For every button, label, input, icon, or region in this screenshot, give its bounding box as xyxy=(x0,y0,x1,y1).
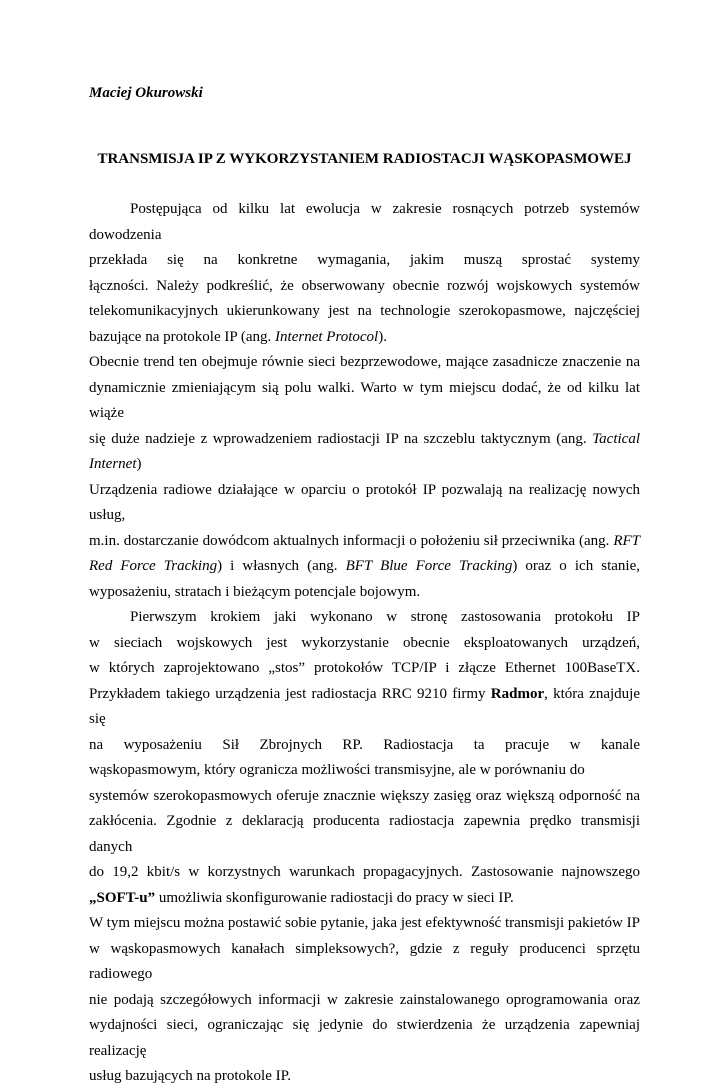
italic-run: Red Force Tracking xyxy=(89,558,218,574)
text-line xyxy=(89,299,640,325)
text-line xyxy=(89,376,640,427)
text-line xyxy=(89,605,640,631)
text-run: umożliwia skonfigurowanie radiostacji do pracy w sieci IP. xyxy=(155,889,514,906)
text-run: m.in. dostarczanie dowódcom aktualnych informacji o położeniu sił przeciwnika (ang. xyxy=(89,532,614,549)
text-run: do 19,2 kbit/s w korzystnych warunkach propagacyjnych. Zastosowanie najnowszego xyxy=(89,864,640,880)
text-run: ). xyxy=(378,328,387,345)
text-line xyxy=(89,197,640,248)
italic-run: RFT xyxy=(613,532,640,549)
text-line xyxy=(89,631,640,657)
text-run: ) oraz o ich stanie, xyxy=(512,558,641,574)
text-line xyxy=(89,1064,640,1090)
paragraph xyxy=(89,911,640,1090)
text-line xyxy=(89,554,640,580)
bold-run: Radmor xyxy=(490,685,545,702)
text-run: w wąskopasmowych kanałach simpleksowych?, gdzie z reguły producenci sprzętu radiowego xyxy=(89,940,640,982)
text-line xyxy=(89,656,640,682)
text-run: telekomunikacyjnych ukierunkowany jest na technologie szerokopasmowe, najczęściej xyxy=(89,303,640,319)
text-line xyxy=(89,478,640,529)
text-run: ) xyxy=(136,456,142,472)
text-run: W tym miejscu można postawić sobie pytanie, jaka jest efektywność transmisji pakietów IP xyxy=(89,915,640,931)
text-run: ) i własnych (ang. xyxy=(217,558,346,574)
text-line xyxy=(89,911,640,937)
text-run: w których zaprojektowano „stos” protokołów TCP/IP i złącze Ethernet 100BaseTX. xyxy=(89,660,640,676)
text-line xyxy=(89,937,640,988)
text-line xyxy=(89,350,640,376)
text-run: Przykładem takiego urządzenia jest radiostacja RRC 9210 firmy xyxy=(89,685,491,702)
text-line xyxy=(89,860,640,886)
paragraph xyxy=(89,605,640,911)
document-body xyxy=(89,197,640,1090)
bold-run: „SOFT-u” xyxy=(89,889,156,906)
text-run: przekłada się na konkretne wymagania, jakim muszą sprostać systemy xyxy=(89,252,640,268)
text-line xyxy=(89,427,640,453)
text-line xyxy=(89,325,640,351)
text-line xyxy=(89,248,640,274)
text-run: wyposażeniu, stratach i bieżącym potencjale bojowym. xyxy=(89,583,421,600)
text-run: łączności. Należy podkreślić, że obserwowany obecnie rozwój wojskowych systemów xyxy=(89,277,640,294)
text-run: systemów szerokopasmowych oferuje znacznie większy zasięg oraz większą odporność na xyxy=(89,787,640,804)
text-line xyxy=(89,452,640,478)
text-run: Pierwszym krokiem jaki wykonano w stronę zastosowania protokołu IP xyxy=(130,609,640,625)
paragraph xyxy=(89,478,640,606)
italic-run: Internet Protocol xyxy=(275,328,379,345)
paragraph xyxy=(89,350,640,478)
author-name: Maciej Okurowski xyxy=(89,85,203,101)
text-line xyxy=(89,809,640,860)
text-run: wydajności sieci, ograniczając się jedynie do stwierdzenia że urządzenia zapewniaj realizację xyxy=(89,1017,640,1059)
italic-run: Tactical xyxy=(592,430,640,447)
text-run: usług bazujących na protokole IP. xyxy=(89,1068,292,1084)
text-line xyxy=(89,733,640,759)
paragraph xyxy=(89,197,640,350)
text-run: Obecnie trend ten obejmuje równie sieci bezprzewodowe, mające zasadnicze znaczenie na xyxy=(89,354,640,370)
text-run: wąskopasmowym, który ogranicza możliwości transmisyjne, ale w porównaniu do xyxy=(89,762,585,778)
text-line xyxy=(89,580,640,606)
text-run: się duże nadzieje z wprowadzeniem radiostacji IP na szczeblu taktycznym (ang. xyxy=(89,430,593,447)
text-run: zakłócenia. Zgodnie z deklaracją producenta radiostacja zapewnia prędko transmisji danych xyxy=(89,813,640,855)
text-line xyxy=(89,758,640,784)
text-run: na wyposażeniu Sił Zbrojnych RP. Radiostacja ta pracuje w kanale xyxy=(89,736,640,753)
text-run: Urządzenia radiowe działające w oparciu o protokół IP pozwalają na realizację nowych usług, xyxy=(89,481,640,523)
text-line xyxy=(89,784,640,810)
text-run: w sieciach wojskowych jest wykorzystanie obecnie eksploatowanych urządzeń, xyxy=(89,634,640,651)
italic-run: BFT Blue Force Tracking xyxy=(345,558,513,574)
text-run: , która znajduje się xyxy=(89,685,640,727)
text-line xyxy=(89,529,640,555)
text-line xyxy=(89,682,640,733)
text-line xyxy=(89,988,640,1014)
document-title: TRANSMISJA IP Z WYKORZYSTANIEM RADIOSTACJI WĄSKOPASMOWEJ xyxy=(97,151,632,167)
italic-run: Internet xyxy=(89,456,137,472)
text-line xyxy=(89,886,640,912)
text-run: Postępująca od kilku lat ewolucja w zakresie rosnących potrzeb systemów dowodzenia xyxy=(89,201,640,243)
text-run: dynamicznie zmieniającym sią polu walki. Warto w tym miejscu dodać, że od kilku lat wiąże xyxy=(89,379,640,421)
text-line xyxy=(89,1013,640,1064)
text-run: bazujące na protokole IP (ang. xyxy=(89,328,276,345)
text-line xyxy=(89,274,640,300)
text-run: nie podają szczegółowych informacji w zakresie zainstalowanego oprogramowania oraz xyxy=(89,991,640,1008)
